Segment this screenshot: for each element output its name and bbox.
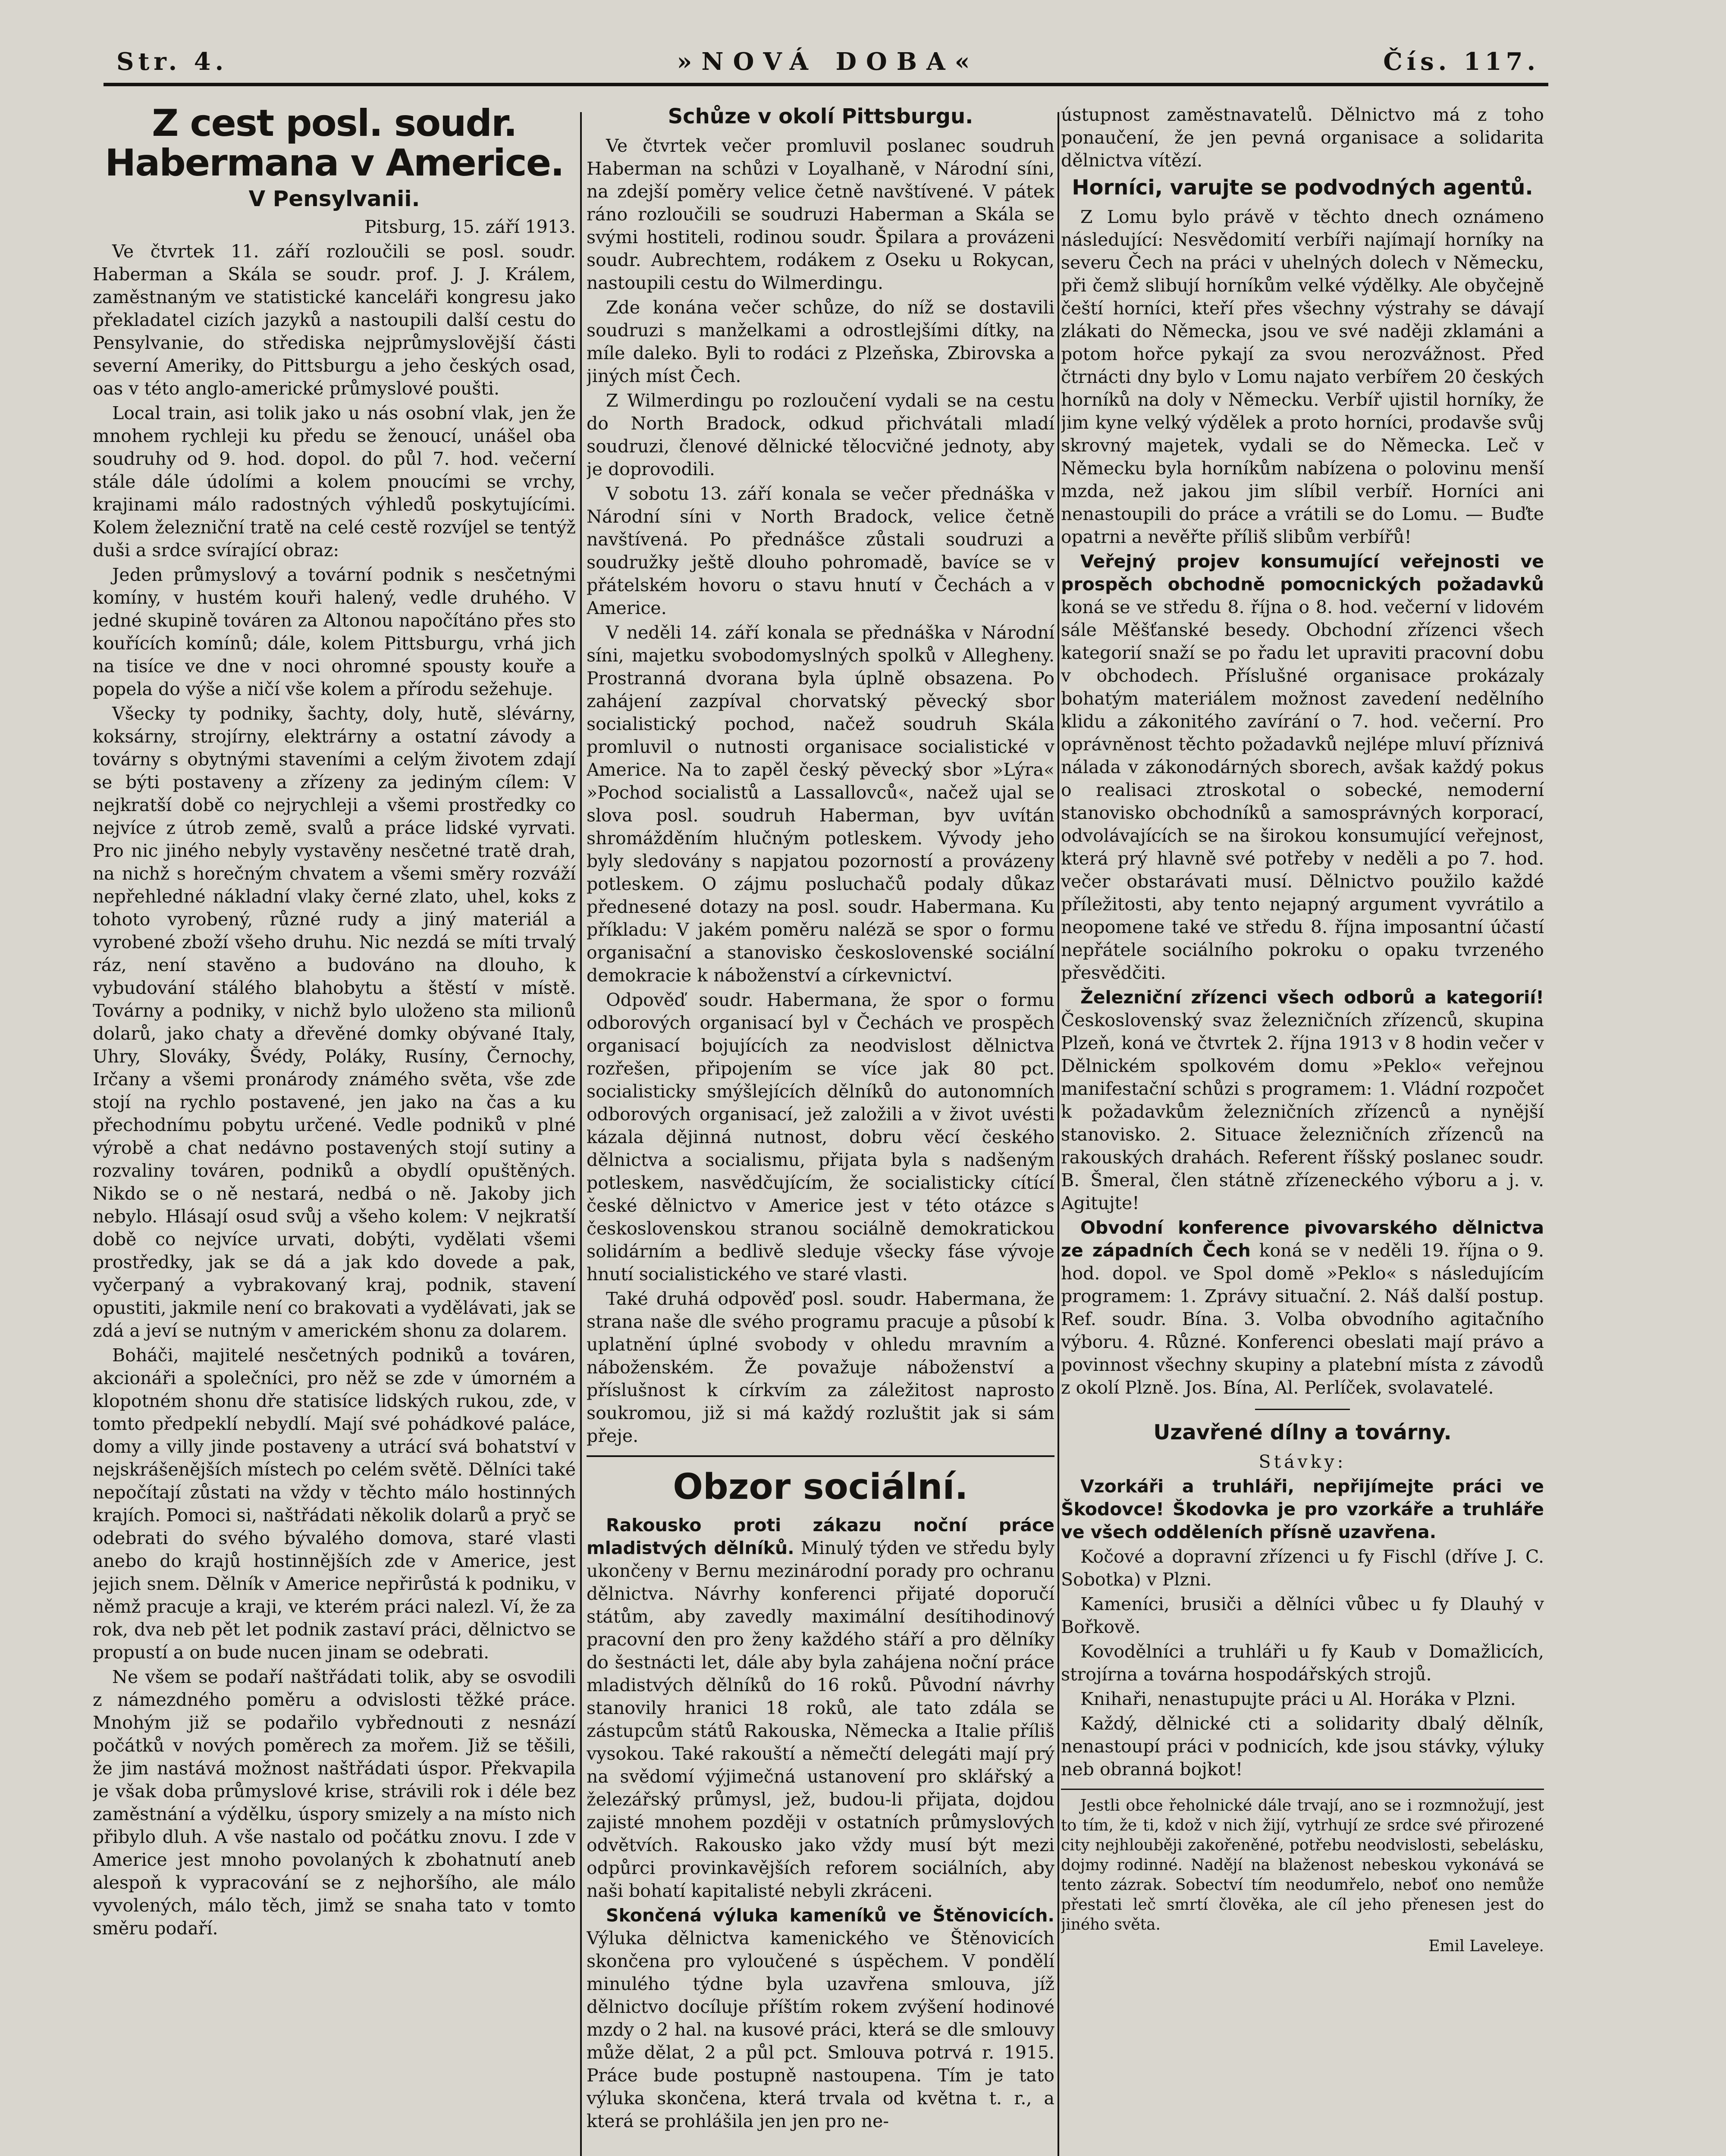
paragraph: Z Lomu bylo právě v těchto dnech oznámeno následující: Nesvědomití verbíři najímají horníky na severu Čech na práci v uhelných dolech v Německu, při čemž slibují horníkům velké výdělky. Ale obyčejně čeští horníci, kteří přes všechny výstrahy se dávají zlákati do Německa, jsou ve své naději zklamáni a potom hořce pykají za svou nerozvážnost. Před čtrnácti dny bylo v Lomu najato verbířem 20 českých horníků na doly v Německu. Verbíř ujistil horníky, že jim kyne velký výdělek a proto horníci, prodavše svůj skrovný majetek, vydali se do Německa. Leč v Německu byla horníkům nabízena o polovinu menší mzda, než jakou jim slíbil verbíř. Horníci ani nenastoupili do práce a vrátili se do Lomu. — Buďte opatrni a nevěřte příliš slibům verbířů! xyxy=(1061,207,1544,547)
column-1 xyxy=(93,103,576,2156)
news-item-heading: Železniční zřízenci všech odborů a kategorií! xyxy=(1080,987,1544,1008)
column-2 xyxy=(587,103,1054,2156)
news-item-body: Výluka dělnictva kamenického ve Štěnovicích skončena pro vyloučené s úspěchem. V pondělí minulého týdne byla uzavřena smlouva, jíž dělnictvo docíluje příštím rokem zvýšení hodinové mzdy o 2 hal. na kusové práci, která se dle smlouvy může dělat, 2 a půl pct. Smlouva potrvá r. 1915. Práce bude postupně nastoupena. Tím je tato výluka skončena, která trvala od května t. r., a která se prohlášila jen jen pro ne- xyxy=(587,1928,1054,2131)
paragraph: Všecky ty podniky, šachty, doly, hutě, slévárny, koksárny, strojírny, elektrárny a ostatní závody a továrny s obytnými staveními a celým životem zdají se býti postaveny a zřízeny za jediným cílem: V nejkratší době co nejrychleji a všemi prostředky co nejvíce z útrob země, svalů a práce lidské vyrvati. Pro nic jiného nebyly vystavěny nesčetné tratě drah, na nichž s horečným chvatem a všemi směry rozváží nepřehledné nákladní vlaky černé zlato, uhel, koks z tohoto vyrobený, různé rudy a jiný materiál a vyrobené zboží všeho druhu. Nic nezdá se míti trvalý ráz, není stavěno a budováno na dlouho, k vybudování stálého blahobytu a štěstí v místě. Továrny a podniky, v nichž bylo uloženo sta milionů dolarů, jako chaty a dřevěné domky obývané Italy, Uhry, Slováky, Švédy, Poláky, Rusíny, Černochy, Irčany a všemi pronárody známého světa, vše zde stojí na rychlo postavené, jen jako na čas a ku přechodnímu pobytu určené. Vedle podniků v plné výrobě a chat nedávno postavených stojí sutiny a rozvaliny továren, podniků a obydlí opuštěných. Nikdo se o ně nestará, nedbá o ně. Jakoby jich nebylo. Hlásají osud svůj a všeho kolem: V nejkratší době co nejvíce urvati, dobýti, vydělati všemi prostředky, jak se dá a jak kdo dovede a pak, vyčerpaný a vybrakovaný kraj, podnik, stavení opustiti, jakmile není co brakovati a vydělávati, jak se zdá a jeví se nutným v americkém shonu za dolarem. xyxy=(93,703,576,1341)
news-item xyxy=(587,1904,1054,2133)
news-item xyxy=(1061,986,1544,1215)
paragraph: V neděli 14. září konala se přednáška v Národní síni, majetku svobodomyslných spolků v Allegheny. Prostranná dvorana byla úplně obsazena. Po zahájení zazpíval chorvatský pěvecký sbor socialistický pochod, načež soudruh Skála promluvil o nutnosti organisace socialistické v Americe. Na to zapěl český pěvecký sbor »Lýra« »Pochod socialistů a Lassallovců«, načež ujal se slova posl. soudruh Haberman, byv uvítán shromážděním hlučným potleskem. Vývody jeho byly sledovány s napjatou pozorností a provázeny potleskem. O zájmu posluchačů podaly důkaz přednesené dotazy na posl. soudr. Habermana. Ku příkladu: V jakém poměru naléză se spor o formu organisační a stanovisko československé sociální demokracie k náboženství a církevnictví. xyxy=(587,622,1054,986)
paragraph: ústupnost zaměstnavatelů. Dělnictvo má z toho ponaučení, že jen pevná organisace a solidarita dělnictva vítězí. xyxy=(1061,104,1544,171)
paragraph: Ne všem se podaří naštřádati tolik, aby se osvodili z námezdného poměru a odvislosti těžké práce. Mnohým již se podařilo vybřednouti z nesnází počátků v nových poměrech za mořem. Již se těšili, že jim nastává možnost naštřádati úspor. Překvapila je však doba průmyslové krise, strávili rok i déle bez zaměstnání a výdělku, úspory smizely a na místo nich přibylo dluh. A vše nastalo od počátku znovu. I zde v Americe jest mnoho povolaných k zbohatnutí aneb alespoň k vypracování se z nejhoršího, ale málo vyvolených, málo těch, jimž se snaha tato v tomto směru podaří. xyxy=(93,1667,576,1939)
news-item-heading: Obvodní konference pivovarského dělnictva ze západních Čech xyxy=(1061,1217,1544,1261)
notice: Kočové a dopravní zřízenci u fy Fischl (dříve J. C. Sobotka) v Plzni. xyxy=(1061,1546,1544,1590)
column-divider-2 xyxy=(1058,112,1059,2156)
article-title: Schůze v okolí Pittsburgu. xyxy=(668,104,973,128)
notice-bold: Vzorkáři a truhláři, nepřijímejte práci ve Škodovce! Škodovka je pro vzorkáře a truhláře ve všech odděleních přísně uzavřena. xyxy=(1061,1476,1544,1542)
section-heading: Uzavřené dílny a továrny. xyxy=(1153,1420,1452,1445)
issue-number: Čís. 117. xyxy=(1383,47,1540,76)
article-title: Horníci, varujte se podvodných agentů. xyxy=(1072,175,1533,200)
section-rule xyxy=(587,1455,1054,1457)
paragraph: Local train, asi tolik jako u nás osobní vlak, jen že mnohem rychleji ku předu se ženoucí, unášel oba soudruhy od 9. hod. dopol. do půl 7. hod. večerní stále dále údolími a kolem pnoucími se vrchy, krajinami málo radostných výhledů poskytujícími. Kolem železniční tratě na celé cestě rozvíjel se tentýž duši a srdce svírající obraz: xyxy=(93,403,576,561)
notice: Knihaři, nenastupujte práci u Al. Horáka v Plzni. xyxy=(1080,1689,1516,1709)
quote-rule xyxy=(1061,1789,1544,1790)
paragraph: Ve čtvrtek 11. září rozloučili se posl. soudr. Haberman a Skála se soudr. prof. J. J. Králem, zaměstnaným ve statistické kanceláři kongresu jako překladatel cizích jazyků a nastoupili další cestu do Pensylvanie, do střediska nejprůmyslovější části severní Ameriky, do Pittsburgu a jeho českých osad, oas v této anglo-americké průmyslové poušti. xyxy=(93,241,576,399)
strikes-label: Stávky: xyxy=(1258,1451,1346,1472)
news-item xyxy=(1061,550,1544,984)
quote-author: Emil Laveleye. xyxy=(1428,1937,1544,1955)
column-divider-1 xyxy=(580,112,582,2156)
paragraph: Zde konána večer schůze, do níž se dostavili soudruzi s manželkami a odrostlejšími dítky, na míle daleko. Byli to rodáci z Plzeňska, Zbirovska a jiných míst Čech. xyxy=(587,297,1054,386)
news-item xyxy=(1061,1216,1544,1399)
news-item-body: koná se ve středu 8. října o 8. hod. večerní v lidovém sále Měšťanské besedy. Obchodní zřízenci všech kategorií snaží se po řadu let upraviti pracovní dobu v obchodech. Příslušné organisace prokázaly bohatým materiálem možnost zavedení nedělního klidu a zákonitého zavírání o 7. hod. večerní. Pro oprávněnost těchto požadavků nejlépe mluví příznivá nálada v zákonodárných sborech, avšak každý pokus o realisaci ztroskotal o sobecké, nemoderní stanovisko obchodníků a samosprávných korporací, odvolávajících se na širokou konsumující veřejnost, která prý hlavně své potřeby v neděli a po 7. hod. večer obstarávati musí. Dělnictvo použilo každé příležitosti, aby tento nejapný argument vyvrátilo a neopomene také ve středu 8. října imposantní účastí nepřátele sociálního pokroku o opaku tvrzeného přesvědčiti. xyxy=(1061,597,1544,983)
notice xyxy=(1061,1475,1544,1544)
news-item-heading: Skončená výluka kameníků ve Štěnovicích. xyxy=(606,1905,1054,1926)
news-item-heading: Veřejný projev konsumující veřejnosti ve prospěch obchodně pomocnických požadavků xyxy=(1061,551,1544,595)
notice: Kovodělníci a truhláři u fy Kaub v Domažlicích, strojírna a továrna hospodářských strojů. xyxy=(1061,1641,1544,1685)
newspaper-title: »NOVÁ DOBA« xyxy=(677,47,979,76)
news-item-heading: Rakousko proti zákazu noční práce mladistvých dělníků. xyxy=(587,1515,1054,1558)
news-item-body: Československý svaz železničních zřízenců, skupina Plzeň, koná ve čtvrtek 2. října 1913 v 8 hodin večer v Dělnickém spolkovém domu »Peklo« veřejnou manifestační schůzi s programem: 1. Vládní rozpočet k požadavkům železničních zřízenců a nynější stanovisko. 2. Situace železničních zřízenců na rakouských drahách. Referent říšský poslanec soudr. B. Šmeral, člen státně zřízeneckého výboru a j. v. Agitujte! xyxy=(1061,1010,1544,1213)
paragraph: Jeden průmyslový a tovární podnik s nesčetnými komíny, v hustém kouři halený, vedle druhého. V jedné skupině továren za Altonou napočítáno přes sto kouřících komínů; dále, kolem Pittsburgu, vrhá jich na tisíce ve dne v noci ohromné spousty kouře a popela do výše a ničí vše kolem a přírodu sežehuje. xyxy=(93,564,576,699)
column-3 xyxy=(1061,103,1544,2156)
divider xyxy=(1255,1409,1350,1410)
paragraph: Také druhá odpověď posl. soudr. Habermana, že strana naše dle svého programu pracuje a působí k uplatnění úplné svobody v ohledu mravním a náboženském. Že považuje náboženství a příslušnost k církvím za záležitost naprosto soukromou, již si má každý rozluštit jak si sám přeje. xyxy=(587,1288,1054,1446)
news-item xyxy=(587,1514,1054,1902)
paragraph: V sobotu 13. září konala se večer přednáška v Národní síni v North Bradock, velice četně navštívená. Po přednášce zůstali soudruzi a soudružky ještě dlouho pohromadě, bavíce se v přátelském hovoru o stavu hnutí v Čechách a v Americe. xyxy=(587,483,1054,618)
paragraph: Odpověď soudr. Habermana, že spor o formu odborových organisací byl v Čechách ve prospěch organisací bojujících za neodvislost dělnictva rozřešen, připojením se více jak 80 pct. socialisticky smýšlejících dělníků do autonomních odborových organisací, jež založili a v život uvésti kázala dějinná nutnost, dobru věcí českého dělnictva a socialismu, přijata byla s nadšeným potleskem, nasvědčujícím, že socialisticky cítící české dělnictvo v Americe jest v této otázce s československou stranou sociálně demokratickou solidárním a bedlivě sleduje všecky fáse vývoje hnutí socialistického ve staré vlasti. xyxy=(587,990,1054,1285)
news-item-body: koná se v neděli 19. října o 9. hod. dopol. ve Spol domě »Peklo« s následujícím programem: 1. Zprávy situační. 2. Náš další postup. Ref. soudr. Bína. 3. Volba obvodního agitačního výboru. 4. Různé. Konferenci obeslati mají právo a povinnost všechny skupiny a platební místa z závodů z okolí Plzně. Jos. Bína, Al. Perlíček, svolavatelé. xyxy=(1061,1240,1544,1398)
paragraph: Boháči, majitelé nesčetných podniků a továren, akcionáři a společníci, pro něž se zde v úmorném a klopotném shonu dře statisíce lidských rukou, zde, v tomto předpeklí nebydlí. Mají své pohádkové paláce, domy a villy jinde postaveny a utrácí svá bohatství v nejskrášenějších místech po celém světě. Dělníci také nepočítají zůstati na vždy v těchto málo hostinných krajích. Pomoci si, naštřádati několik dolarů a pryč se odebrati do svého bývalého domova, staré vlasti anebo do krajů hostinnějších zde v Americe, jest jejich snem. Dělník v Americe nepřirůstá k podniku, v němž pracuje a kraji, ve kterém práci nalezl. Ví, že za rok, dva neb pět let podnik zastaví práci, dělnictvo se propustí a on bude nucen jinam se odebrati. xyxy=(93,1345,576,1663)
section-title: Obzor sociální. xyxy=(673,1467,968,1507)
page-number: Str. 4. xyxy=(116,47,228,76)
article-title: Z cest posl. soudr. Habermana v Americe. xyxy=(105,103,564,185)
dateline: Pitsburg, 15. září 1913. xyxy=(364,216,576,237)
article-subtitle: V Pensylvanii. xyxy=(248,186,420,211)
header-rule xyxy=(104,83,1548,86)
notice: Každý, dělnické cti a solidarity dbalý dělník, nenastoupí práci v podnicích, kde jsou stávky, výluky neb obranná bojkot! xyxy=(1061,1713,1544,1780)
paragraph: Z Wilmerdingu po rozloučení vydali se na cestu do North Bradock, odkud přichvátali mladí soudruzi, členové dělnické tělocvičné jednoty, aby je doprovodili. xyxy=(587,390,1054,479)
masthead xyxy=(116,47,1540,84)
notice: Kameníci, brusiči a dělníci vůbec u fy Dlauhý v Bořkově. xyxy=(1061,1594,1544,1637)
quote-text: Jestli obce řeholnické dále trvají, ano se i rozmnožují, jest to tím, že ti, kdož v nich žijí, vytrhují ze srdce své přirozené city nejhlouběji zakořeněné, potřebu neodvislosti, sebelásku, dojmy rodinné. Nadějí na blaženost nebeskou vykonává se tento zázrak. Sobectví tím neodumřelo, neboť ono nemůže přestati leč smrtí člověka, ale cíl jeho přenesen jest do jiného světa. xyxy=(1061,1797,1544,1934)
paragraph: Ve čtvrtek večer promluvil poslanec soudruh Haberman na schůzi v Loyalhaně, v Národní síni, na zdejší poměry velice četně navštívené. V pátek ráno rozloučili se soudruzi Haberman a Skála se svými hostiteli, rodinou soudr. Špilara a provázeni soudr. Aubrechtem, rodákem z Oseku u Rokycan, nastoupili cestu do Wilmerdingu. xyxy=(587,135,1054,293)
news-item-body: Minulý týden ve středu byly ukončeny v Bernu mezinárodní porady pro ochranu dělnictva. Návrhy konferenci přijaté doporučí státům, aby zavedly maximální desítihodinový pracovní den pro ženy každého stáří a pro dělníky do šestnácti let, dále aby byla zahájena noční práce mladistvých dělníků do 16 roků. Původní návrhy stanovily hranici 18 roků, ale tato zdála se zástupcům států Rakouska, Německa a Italie příliš vysokou. Také rakouští a němečtí delegáti mají prý na svědomí výjimečná ustanovení pro sklářský a železářský průmysl, jež, budou-li přijata, dojdou zajisté mnohem později v ostatních průmyslových odvětvích. Rakousko jako vždy musí být mezi odpůrci provinkavějších reforem sociálních, aby naši bohatí kapitalisté nebyli zkráceni. xyxy=(587,1538,1054,1901)
